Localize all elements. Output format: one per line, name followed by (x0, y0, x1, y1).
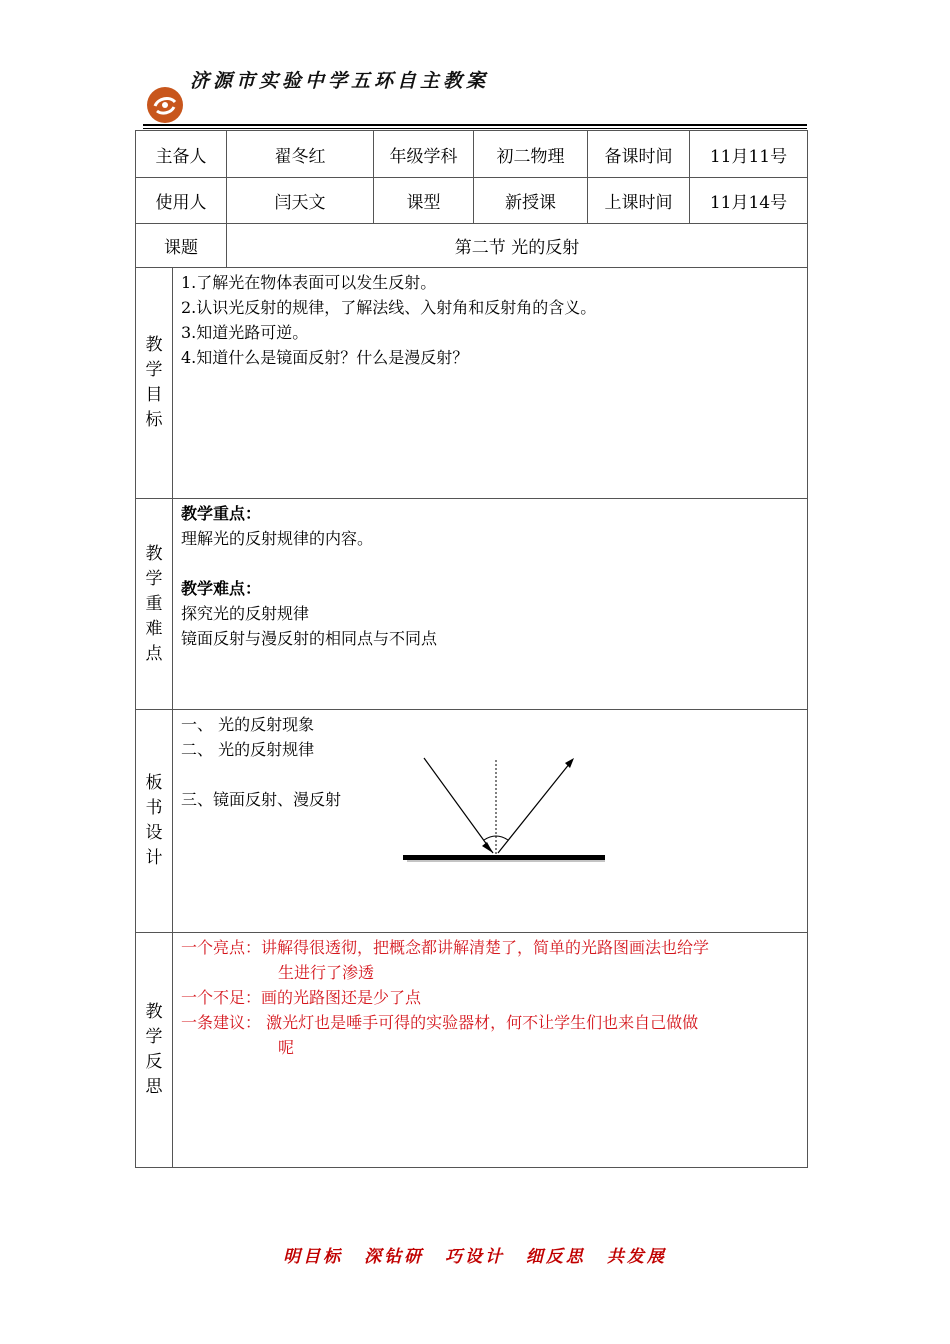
label-char: 学 (145, 568, 163, 589)
label-char: 反 (145, 1052, 163, 1072)
class-time-value: 11月14号 (690, 178, 808, 224)
objective-item: 1.了解光在物体表面可以发生反射。 (181, 273, 437, 292)
highlight-label: 一个亮点： (181, 938, 262, 957)
objectives-content (173, 268, 808, 499)
objectives-label (136, 268, 173, 499)
reflection-content (173, 933, 808, 1168)
label-char: 书 (145, 798, 163, 818)
suggestion-continuation: 呢 (278, 1038, 295, 1057)
difficulty-item: 镜面反射与漫反射的相同点与不同点 (181, 629, 438, 648)
lesson-type-value: 新授课 (474, 178, 588, 224)
board-item: 三、镜面反射、漫反射 (181, 790, 342, 809)
difficulty-item: 探究光的反射规律 (181, 604, 310, 623)
header-rule (143, 124, 807, 129)
label-char: 学 (145, 360, 163, 380)
highlight-text: 讲解得很透彻，把概念都讲解清楚了，简单的光路图画法也给学 (261, 938, 710, 957)
label-char: 教 (145, 1002, 163, 1022)
grade-subject-value: 初二物理 (474, 131, 588, 178)
label-char: 目 (145, 385, 163, 405)
topic-label: 课题 (136, 224, 227, 268)
preparer-label: 主备人 (136, 131, 227, 178)
key-points-content (173, 499, 808, 710)
board-item: 一、 光的反射现象 (181, 715, 315, 734)
incident-arrow-icon (482, 842, 493, 853)
suggestion-label: 一条建议： (181, 1013, 262, 1032)
highlight-continuation: 生进行了渗透 (278, 963, 375, 982)
light-reflection-diagram (173, 710, 807, 932)
board-item: 二、 光的反射规律 (181, 740, 315, 759)
objective-item: 4.知道什么是镜面反射？什么是漫反射？ (181, 348, 469, 367)
highlight-line (181, 935, 799, 960)
label-char: 板 (145, 773, 163, 793)
lesson-plan-table (135, 130, 808, 1168)
label-char: 学 (145, 1027, 163, 1047)
suggestion-line (181, 1010, 799, 1035)
label-char: 教 (145, 543, 163, 564)
school-title: 济源市实验中学五环自主教案 (190, 70, 490, 92)
reflection-row (136, 933, 808, 1168)
topic-row (136, 224, 808, 268)
topic-value: 第二节 光的反射 (227, 224, 808, 268)
board-row (136, 710, 808, 933)
key-points-label (136, 499, 173, 710)
suggestion-text: 激光灯也是唾手可得的实验器材，何不让学生们也来自己做做 (261, 1013, 699, 1032)
lesson-type-label: 课型 (374, 178, 474, 224)
preparer-value: 翟冬红 (227, 131, 374, 178)
info-row-2 (136, 178, 808, 224)
shortfall-text: 画的光路图还是少了点 (261, 988, 422, 1007)
label-char: 设 (145, 823, 163, 843)
info-row-1 (136, 131, 808, 178)
user-label: 使用人 (136, 178, 227, 224)
label-char: 教 (145, 335, 163, 355)
board-label (136, 710, 173, 933)
reflected-arrow-icon (565, 758, 574, 768)
label-char: 计 (145, 848, 163, 868)
mirror-surface (403, 855, 605, 860)
difficulty-title: 教学难点： (181, 579, 262, 598)
label-char: 标 (145, 410, 163, 430)
focus-text: 理解光的反射规律的内容。 (181, 529, 374, 548)
reflected-ray (498, 763, 570, 853)
label-char: 点 (145, 643, 163, 664)
focus-title: 教学重点： (181, 504, 262, 523)
incident-ray (424, 758, 493, 853)
objective-item: 2.认识光反射的规律，了解法线、入射角和反射角的含义。 (181, 298, 597, 317)
reflection-label (136, 933, 173, 1168)
objective-item: 3.知道光路可逆。 (181, 323, 309, 342)
label-char: 思 (145, 1077, 163, 1097)
class-time-label: 上课时间 (588, 178, 690, 224)
label-char: 难 (145, 618, 163, 639)
objectives-row (136, 268, 808, 499)
key-points-row (136, 499, 808, 710)
grade-subject-label: 年级学科 (374, 131, 474, 178)
prep-time-label: 备课时间 (588, 131, 690, 178)
school-logo-icon (146, 86, 184, 124)
shortfall-line (181, 985, 799, 1010)
footer-motto: 明目标 深钻研 巧设计 细反思 共发展 (283, 1247, 667, 1267)
prep-time-value: 11月11号 (690, 131, 808, 178)
label-char: 重 (145, 593, 163, 614)
user-value: 闫天文 (227, 178, 374, 224)
board-content (173, 710, 808, 933)
shortfall-label: 一个不足： (181, 988, 262, 1007)
